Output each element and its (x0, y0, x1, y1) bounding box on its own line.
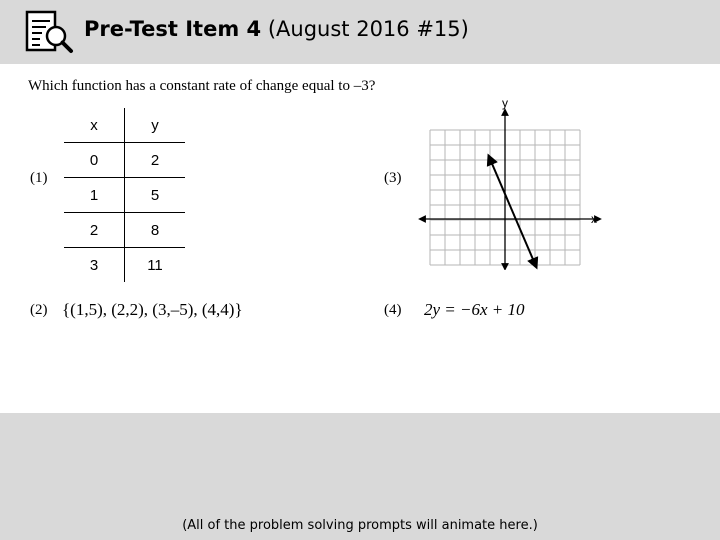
footer-text: (All of the problem solving prompts will animate here.) (182, 518, 538, 533)
table-cell: 8 (125, 213, 186, 248)
option-3-label: (3) (384, 170, 402, 186)
table-cell: 1 (64, 178, 125, 213)
option-2-label: (2) (30, 302, 48, 318)
option-1-label: (1) (30, 170, 48, 186)
option-4-label: (4) (384, 302, 402, 318)
option-3-graph (418, 95, 608, 270)
x-axis-label: x (591, 212, 597, 226)
y-axis-label: y (502, 96, 508, 110)
table-row (64, 213, 185, 248)
option-4-text: 2y = −6x + 10 (424, 300, 525, 319)
title-rest: (August 2016 #15) (267, 17, 469, 41)
table-cell: 2 (64, 213, 125, 248)
title-bold: Pre-Test Item 4 (84, 17, 262, 41)
table-cell: 0 (64, 143, 125, 178)
table-header-y: y (125, 108, 186, 143)
table-cell: 5 (125, 178, 186, 213)
table-row (64, 143, 185, 178)
table-cell: 11 (125, 248, 186, 283)
table-cell: 2 (125, 143, 186, 178)
table-row (64, 248, 185, 283)
page-title (84, 17, 469, 41)
table-row (64, 178, 185, 213)
document-search-icon (24, 10, 76, 54)
option-1-table (64, 108, 185, 282)
table-header-x: x (64, 108, 125, 143)
table-cell: 3 (64, 248, 125, 283)
table-header-row (64, 108, 185, 143)
question-text: Which function has a constant rate of change equal to –3? (28, 78, 376, 94)
header-bar (0, 0, 720, 64)
option-2-text: {(1,5), (2,2), (3,–5), (4,4)} (62, 300, 243, 319)
